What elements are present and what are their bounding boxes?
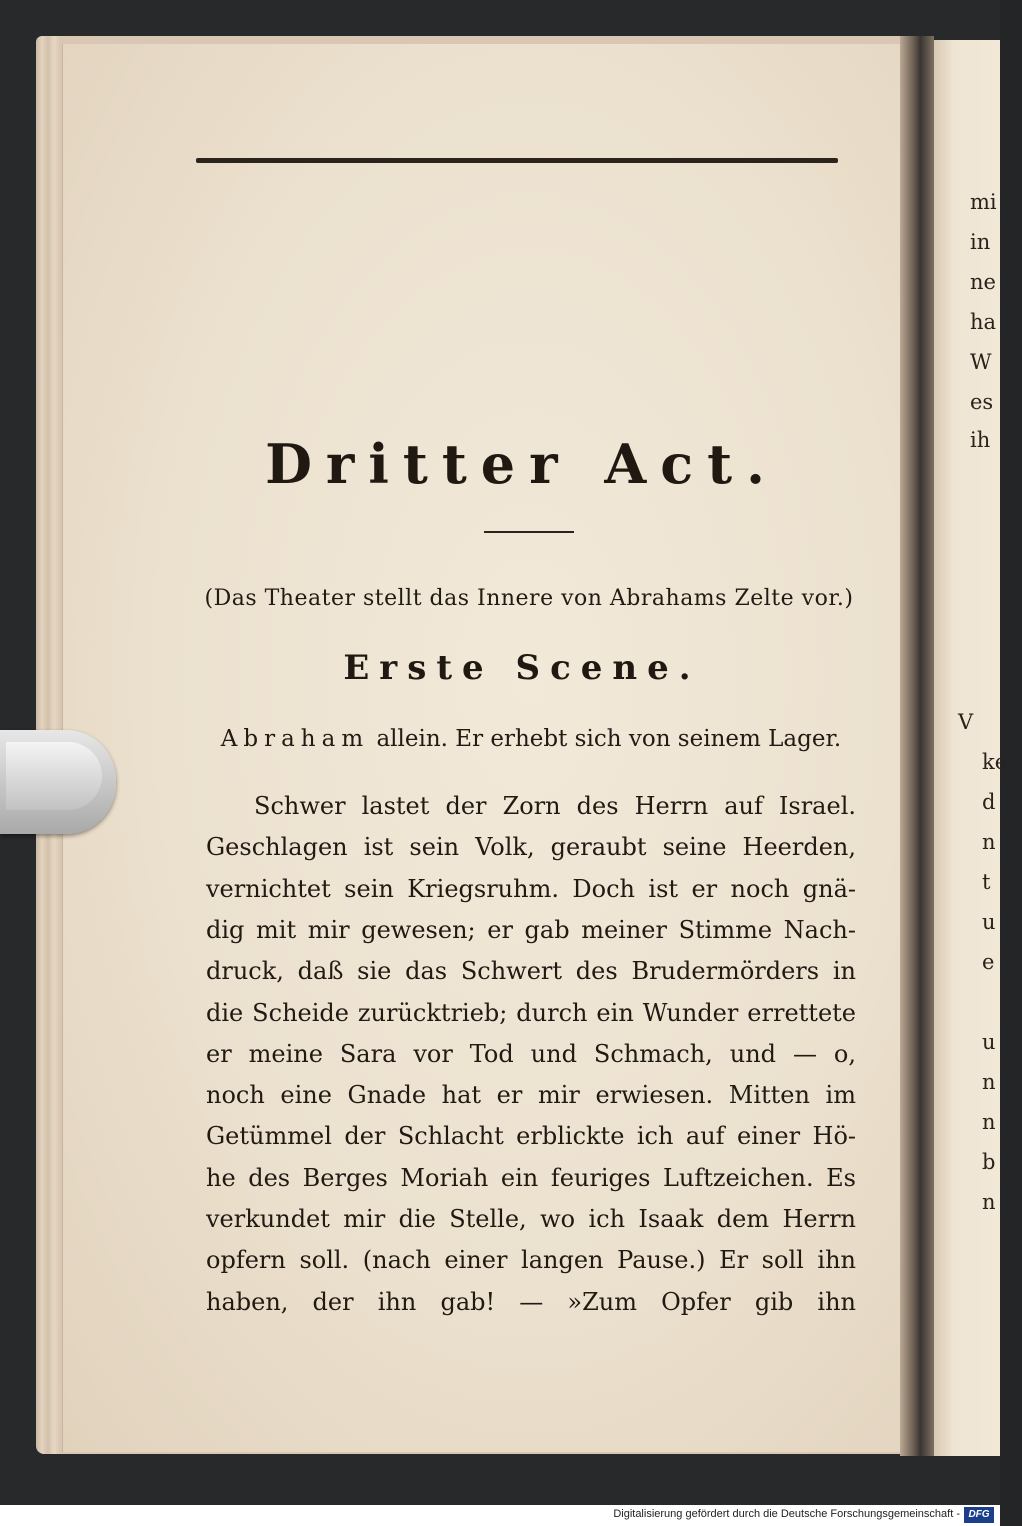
body-line: verkundet mir die Stelle, wo ich Isaak dem Herrn bbox=[206, 1205, 856, 1233]
body-line: he des Berges Moriah ein feuriges Luftzeichen. Es bbox=[206, 1163, 856, 1192]
right-page-fragment: es bbox=[970, 390, 994, 414]
right-page-fragment: n bbox=[982, 1190, 996, 1214]
body-line: opfern soll. (nach einer langen Pause.) Er soll ihn bbox=[206, 1246, 856, 1275]
act-title: Dritter Act. bbox=[265, 432, 779, 496]
body-line: die Scheide zurücktrieb; durch ein Wunder errettete bbox=[206, 998, 856, 1027]
right-page-fragment: e bbox=[982, 950, 995, 974]
right-page-fragment: n bbox=[982, 1070, 996, 1094]
right-page-fragment: V bbox=[958, 710, 974, 734]
right-page-fragment: u bbox=[982, 910, 996, 934]
book-gutter bbox=[900, 36, 934, 1456]
bookmark-clip bbox=[0, 730, 116, 834]
right-page-fragment: b bbox=[982, 1150, 996, 1174]
character-direction bbox=[206, 726, 856, 752]
right-page-fragment: ih bbox=[970, 428, 991, 452]
body-line: Schwer lastet der Zorn des Herrn auf Israel. bbox=[254, 792, 856, 820]
body-line: noch eine Gnade hat er mir erwiesen. Mitten im bbox=[206, 1081, 856, 1110]
body-line: dig mit mir gewesen; er gab meiner Stimme Nach- bbox=[206, 915, 856, 944]
right-page-fragment: u bbox=[982, 1030, 996, 1054]
footer-bar bbox=[0, 1505, 1000, 1526]
footer-credit: Digitalisierung gefördert durch die Deutsche Forschungsgemeinschaft - bbox=[613, 1508, 960, 1520]
body-line: er meine Sara vor Tod und Schmach, und — o, bbox=[206, 1039, 856, 1068]
right-page-fragment: ne bbox=[970, 270, 996, 294]
body-line: vernichtet sein Kriegsruhm. Doch ist er noch gnä- bbox=[206, 874, 856, 903]
right-page-fragment: n bbox=[982, 1110, 996, 1134]
right-page-fragment: n bbox=[982, 830, 996, 854]
right-page-fragment: W bbox=[970, 350, 992, 374]
right-page-fragment: ke bbox=[982, 750, 1008, 774]
header-rule bbox=[196, 158, 838, 163]
body-line: druck, daß sie das Schwert des Brudermörders in bbox=[206, 957, 856, 986]
body-line: haben, der ihn gab! — »Zum Opfer gib ihn bbox=[206, 1287, 856, 1316]
right-page-fragment: d bbox=[982, 790, 996, 814]
right-page-fragment: t bbox=[982, 870, 991, 894]
body-line: Getümmel der Schlacht erblickte ich auf einer Hö- bbox=[206, 1122, 856, 1151]
title-rule bbox=[484, 531, 574, 533]
scene-title: Erste Scene. bbox=[343, 648, 701, 688]
body-line: Geschlagen ist sein Volk, geraubt seine Heerden, bbox=[206, 833, 856, 862]
character-name: Abraham bbox=[220, 726, 370, 752]
right-page-fragment: in bbox=[970, 230, 991, 254]
bookmark-clip-highlight bbox=[6, 742, 102, 810]
dfg-logo: DFG bbox=[964, 1507, 994, 1523]
right-page-fragment: ha bbox=[970, 310, 997, 334]
stage-direction: (Das Theater stellt das Innere von Abrahams Zelte vor.) bbox=[204, 586, 854, 611]
right-page-fragment: mi bbox=[970, 190, 997, 214]
character-action: allein. Er erhebt sich von seinem Lager. bbox=[376, 726, 842, 752]
